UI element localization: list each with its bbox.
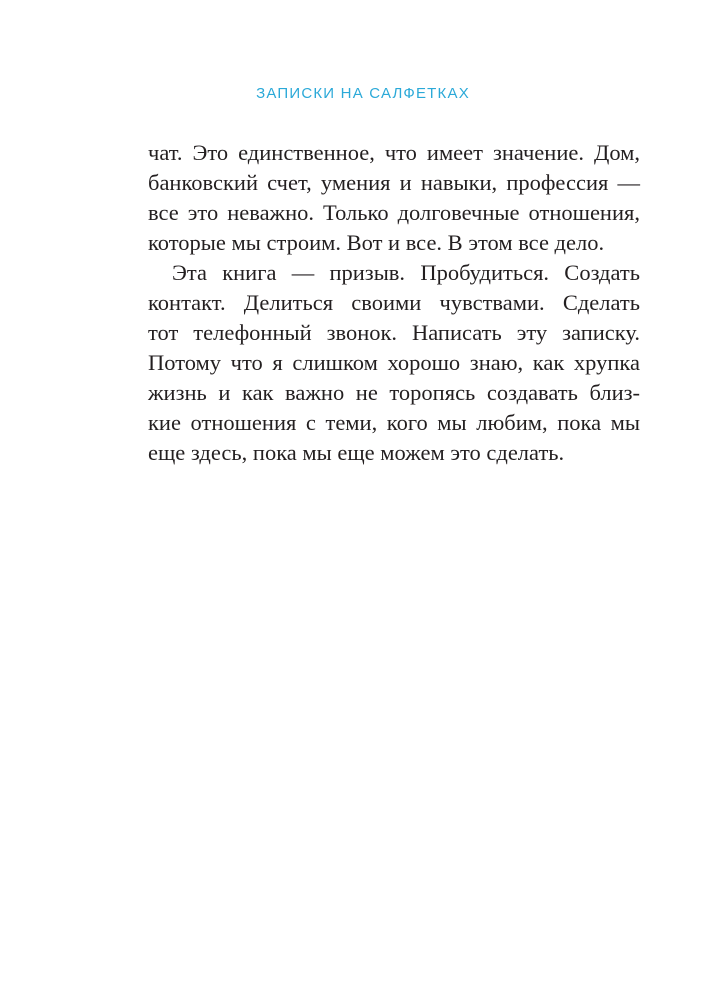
text-line: Потому что я слишком хорошо знаю, как хрупка — [148, 350, 640, 375]
text-line: тот телефонный звонок. Написать эту записку. — [148, 320, 640, 345]
paragraph-2 — [148, 258, 640, 468]
body-text — [148, 138, 640, 468]
text-line: банковский счет, умения и навыки, профессия — — [148, 170, 640, 195]
running-header: ЗАПИСКИ НА САЛФЕТКАХ — [256, 85, 470, 102]
text-line: все это неважно. Только долговечные отношения, — [148, 200, 640, 225]
text-line: кие отношения с теми, кого мы любим, пока мы — [148, 410, 640, 435]
text-line: Эта книга — призыв. Пробудиться. Создать — [172, 260, 640, 285]
text-line: которые мы строим. Вот и все. В этом все дело. — [148, 230, 605, 255]
paragraph-1 — [148, 138, 640, 258]
text-line: еще здесь, пока мы еще можем это сделать. — [148, 440, 565, 465]
text-line: жизнь и как важно не торопясь создавать близ- — [148, 380, 640, 405]
text-line: чат. Это единственное, что имеет значение. Дом, — [148, 140, 640, 165]
text-line: контакт. Делиться своими чувствами. Сделать — [148, 290, 640, 315]
